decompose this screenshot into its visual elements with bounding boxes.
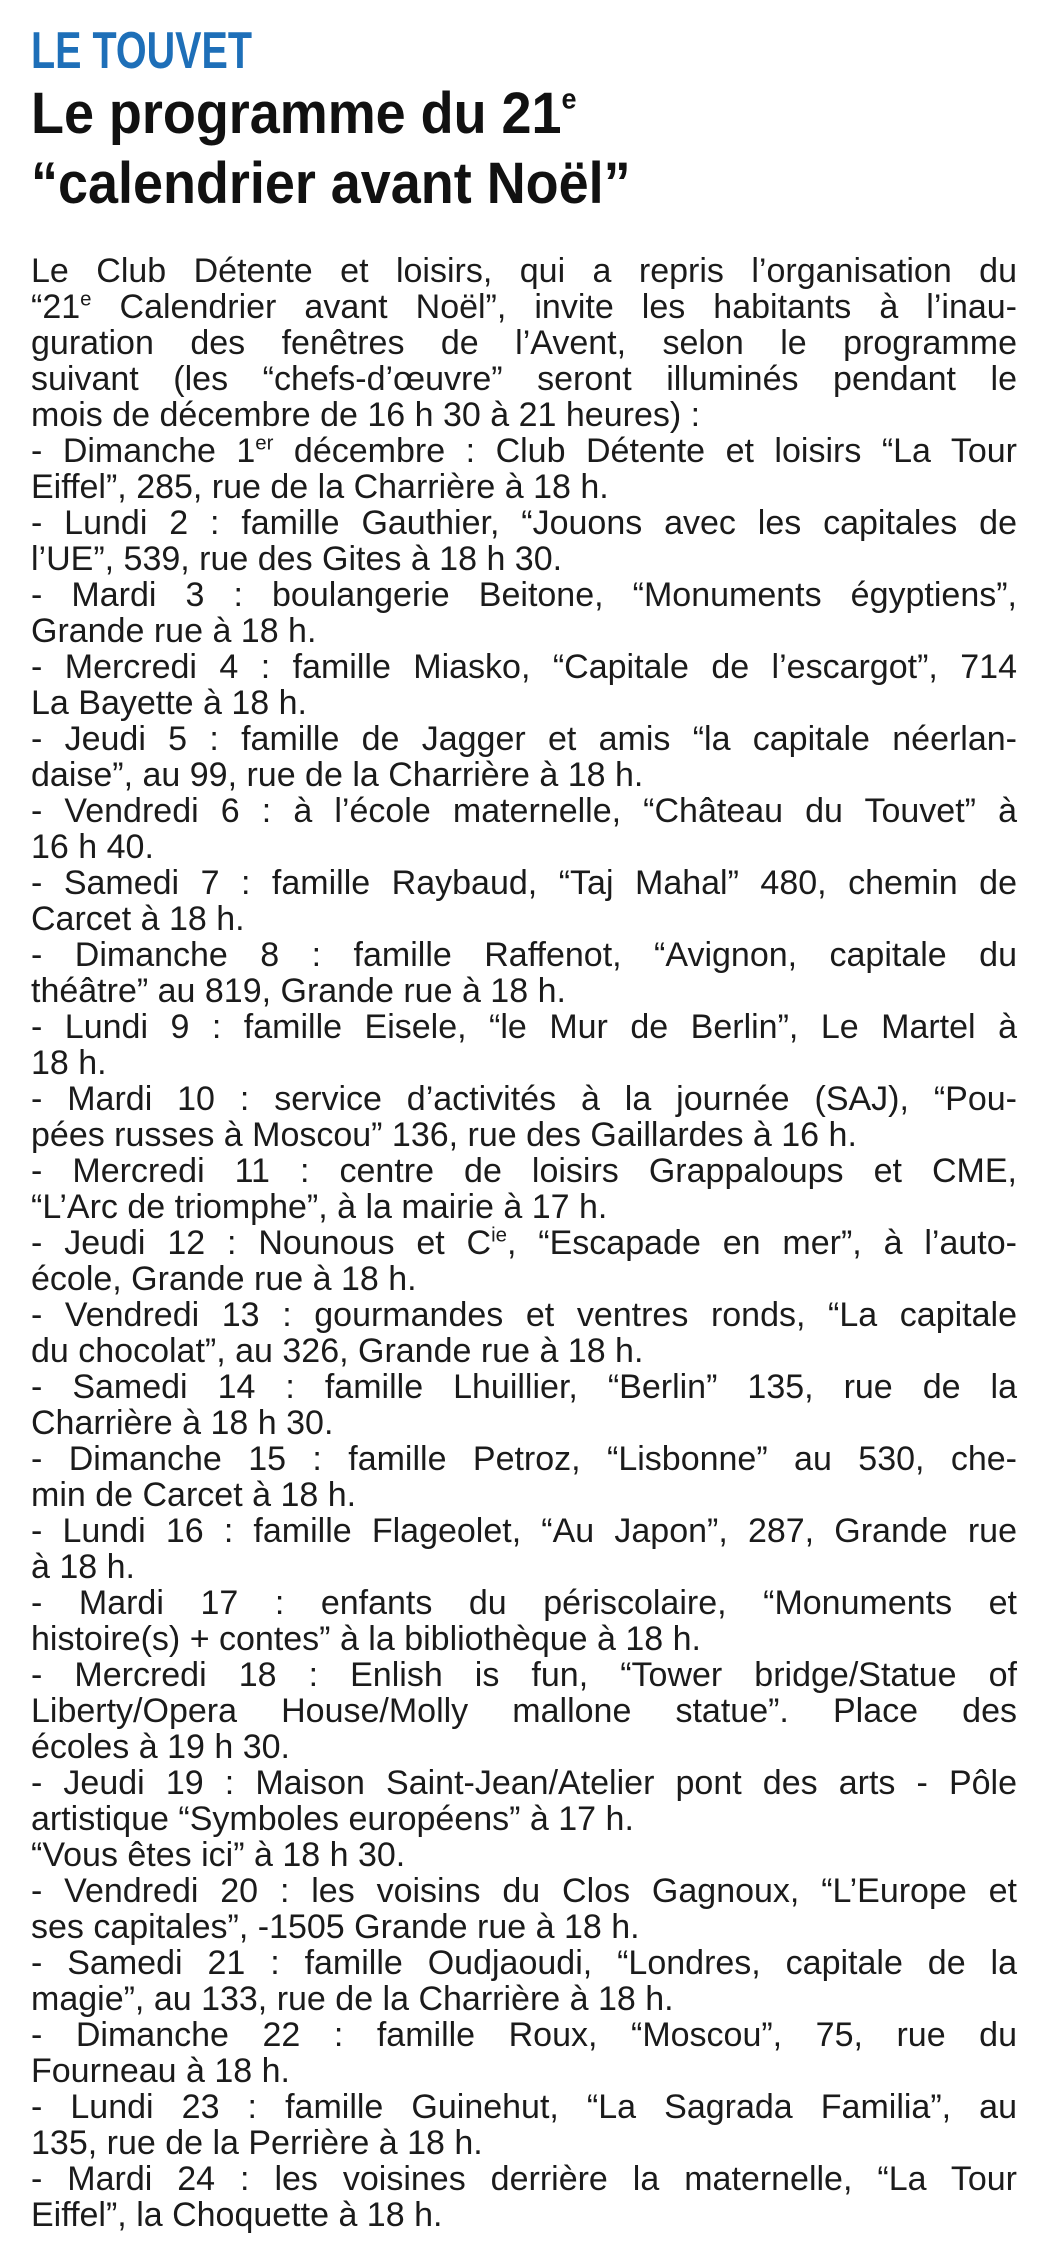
program-entry xyxy=(31,2089,1017,2161)
text-line: - Vendredi 6 : à l’école maternelle, “Château du Touvet” à xyxy=(31,792,1017,830)
text-line: 16 h 40. xyxy=(31,828,154,866)
program-entry xyxy=(31,1765,1017,1837)
program-entry xyxy=(31,649,1017,721)
text-line: - Vendredi 20 : les voisins du Clos Gagnoux, “L’Europe et xyxy=(31,1872,1017,1910)
text-line: Eiffel”, 285, rue de la Charrière à 18 h. xyxy=(31,468,609,506)
article-title-line-1 xyxy=(31,79,631,149)
text-line: - Lundi 9 : famille Eisele, “le Mur de Berlin”, Le Martel à xyxy=(31,1008,1017,1046)
text-line: théâtre” au 819, Grande rue à 18 h. xyxy=(31,972,566,1010)
text-line: - Jeudi 19 : Maison Saint-Jean/Atelier pont des arts - Pôle xyxy=(31,1764,1017,1802)
line-text: Calendrier avant Noël”, invite les habitants à l’inau- xyxy=(91,288,1017,326)
text-line: Le Club Détente et loisirs, qui a repris l’organisation du xyxy=(31,252,1017,290)
text-line xyxy=(31,433,1017,469)
text-line: écoles à 19 h 30. xyxy=(31,1728,290,1766)
text-line: - Lundi 23 : famille Guinehut, “La Sagrada Familia”, au xyxy=(31,2088,1017,2126)
article-body xyxy=(31,253,1017,2233)
text-line: - Lundi 2 : famille Gauthier, “Jouons avec les capitales de xyxy=(31,504,1017,542)
text-line: - Mardi 24 : les voisines derrière la maternelle, “La Tour xyxy=(31,2160,1017,2198)
text-line: - Mercredi 4 : famille Miasko, “Capitale de l’escargot”, 714 xyxy=(31,648,1017,686)
program-entry xyxy=(31,577,1017,649)
text-line: - Samedi 14 : famille Lhuillier, “Berlin” 135, rue de la xyxy=(31,1368,1017,1406)
superscript: ie xyxy=(491,1224,507,1247)
program-entry xyxy=(31,2017,1017,2089)
program-entry xyxy=(31,505,1017,577)
program-entry xyxy=(31,1657,1017,1765)
program-entry xyxy=(31,1837,1017,1873)
program-entry xyxy=(31,1009,1017,1081)
text-line: - Samedi 21 : famille Oudjaoudi, “Londres, capitale de la xyxy=(31,1944,1017,1982)
text-line: - Mardi 10 : service d’activités à la journée (SAJ), “Pou- xyxy=(31,1080,1017,1118)
program-entry xyxy=(31,721,1017,793)
program-entry xyxy=(31,937,1017,1009)
text-line: - Vendredi 13 : gourmandes et ventres ronds, “La capitale xyxy=(31,1296,1017,1334)
text-line: guration des fenêtres de l’Avent, selon le programme xyxy=(31,324,1017,362)
text-line: “L’Arc de triomphe”, à la mairie à 17 h. xyxy=(31,1188,608,1226)
text-line: Liberty/Opera House/Molly mallone statue”. Place des xyxy=(31,1692,1017,1730)
text-line: 18 h. xyxy=(31,1044,107,1082)
text-line: magie”, au 133, rue de la Charrière à 18 h. xyxy=(31,1980,674,2018)
text-line: Fourneau à 18 h. xyxy=(31,2052,290,2090)
superscript: e xyxy=(80,288,92,311)
program-entry xyxy=(31,865,1017,937)
text-line: - Mercredi 11 : centre de loisirs Grappaloups et CME, xyxy=(31,1152,1017,1190)
location-kicker: LE TOUVET xyxy=(31,22,253,80)
text-line: Carcet à 18 h. xyxy=(31,900,245,938)
line-text: - Jeudi 12 : Nounous et C xyxy=(31,1224,492,1262)
text-line: ses capitales”, -1505 Grande rue à 18 h. xyxy=(31,1908,640,1946)
text-line xyxy=(31,1225,1017,1261)
program-entry xyxy=(31,1297,1017,1369)
text-line: - Dimanche 15 : famille Petroz, “Lisbonne” au 530, che- xyxy=(31,1440,1017,1478)
text-line: école, Grande rue à 18 h. xyxy=(31,1260,417,1298)
line-text: décembre : Club Détente et loisirs “La Tour xyxy=(273,432,1017,470)
intro-paragraph xyxy=(31,253,1017,433)
program-entry xyxy=(31,1513,1017,1585)
text-line: l’UE”, 539, rue des Gites à 18 h 30. xyxy=(31,540,563,578)
article-title-line-2: “calendrier avant Noël” xyxy=(31,151,631,216)
text-line: suivant (les “chefs-d’œuvre” seront illuminés pendant le xyxy=(31,360,1017,398)
text-line: - Mardi 17 : enfants du périscolaire, “Monuments et xyxy=(31,1584,1017,1622)
text-line: 135, rue de la Perrière à 18 h. xyxy=(31,2124,483,2162)
text-line: à 18 h. xyxy=(31,1548,135,1586)
program-entry xyxy=(31,1153,1017,1225)
line-text: “21 xyxy=(31,288,81,326)
title-superscript: e xyxy=(561,83,577,116)
superscript: er xyxy=(255,432,274,455)
text-line: - Samedi 7 : famille Raybaud, “Taj Mahal” 480, chemin de xyxy=(31,864,1017,902)
program-entry xyxy=(31,1585,1017,1657)
text-line: Eiffel”, la Choquette à 18 h. xyxy=(31,2196,443,2234)
text-line: histoire(s) + contes” à la bibliothèque à 18 h. xyxy=(31,1620,702,1658)
program-entry xyxy=(31,1945,1017,2017)
program-entry xyxy=(31,793,1017,865)
text-line: Grande rue à 18 h. xyxy=(31,612,317,650)
text-line: “Vous êtes ici” à 18 h 30. xyxy=(31,1836,406,1874)
program-entry xyxy=(31,1873,1017,1945)
text-line: artistique “Symboles européens” à 17 h. xyxy=(31,1800,634,1838)
text-line: - Mercredi 18 : Enlish is fun, “Tower bridge/Statue of xyxy=(31,1656,1017,1694)
line-text: - Dimanche 1 xyxy=(31,432,256,470)
program-entry xyxy=(31,433,1017,505)
title-text: Le programme du 21 xyxy=(31,81,562,146)
text-line: min de Carcet à 18 h. xyxy=(31,1476,357,1514)
text-line: - Dimanche 8 : famille Raffenot, “Avignon, capitale du xyxy=(31,936,1017,974)
program-entry xyxy=(31,1441,1017,1513)
text-line: Charrière à 18 h 30. xyxy=(31,1404,334,1442)
text-line: pées russes à Moscou” 136, rue des Gaillardes à 16 h. xyxy=(31,1116,857,1154)
text-line: daise”, au 99, rue de la Charrière à 18 h. xyxy=(31,756,644,794)
text-line xyxy=(31,289,1017,325)
text-line: La Bayette à 18 h. xyxy=(31,684,307,722)
text-line: - Mardi 3 : boulangerie Beitone, “Monuments égyptiens”, xyxy=(31,576,1017,614)
line-text: , “Escapade en mer”, à l’auto- xyxy=(506,1224,1017,1262)
text-line: - Jeudi 5 : famille de Jagger et amis “la capitale néerlan- xyxy=(31,720,1017,758)
article-title xyxy=(31,79,631,219)
text-line: - Dimanche 22 : famille Roux, “Moscou”, 75, rue du xyxy=(31,2016,1017,2054)
program-entry xyxy=(31,2161,1017,2233)
text-line: du chocolat”, au 326, Grande rue à 18 h. xyxy=(31,1332,644,1370)
text-line: - Lundi 16 : famille Flageolet, “Au Japon”, 287, Grande rue xyxy=(31,1512,1017,1550)
program-entry xyxy=(31,1081,1017,1153)
text-line: mois de décembre de 16 h 30 à 21 heures) : xyxy=(31,396,701,434)
program-entry xyxy=(31,1225,1017,1297)
program-entry xyxy=(31,1369,1017,1441)
